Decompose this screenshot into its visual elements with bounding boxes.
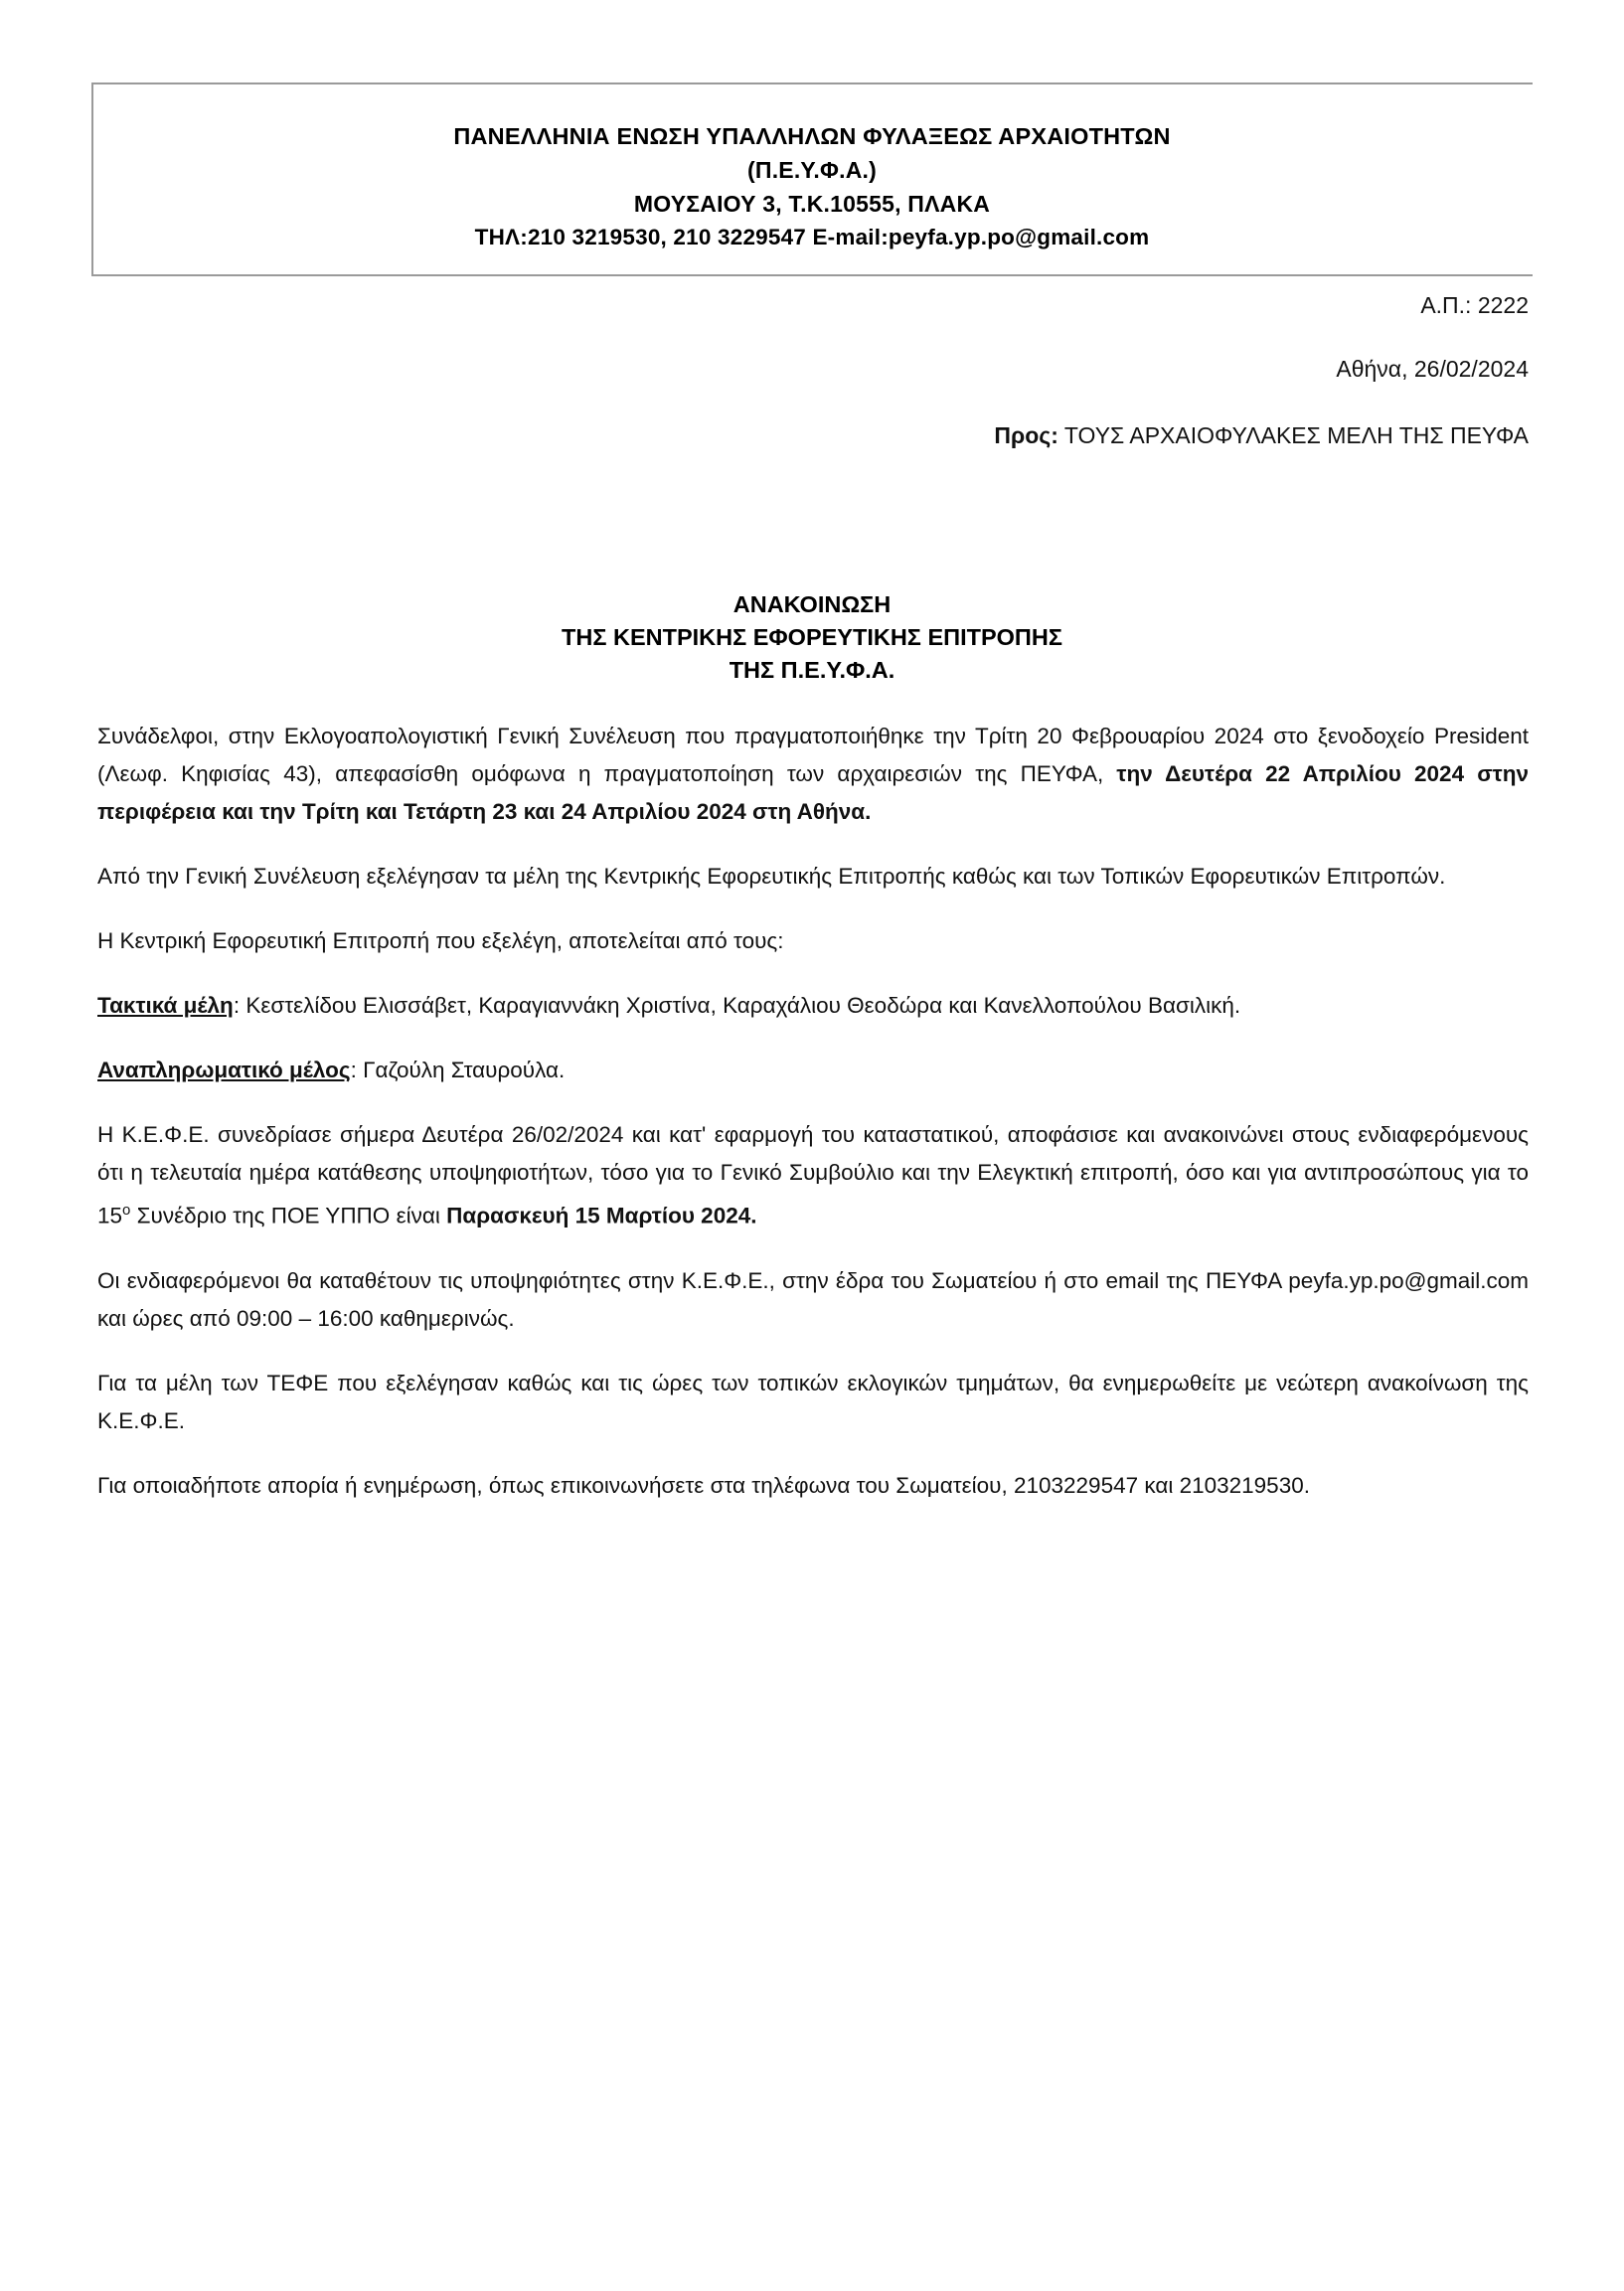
substitute-member-value: : Γαζούλη Σταυρούλα. [350, 1058, 566, 1082]
paragraph-2: Από την Γενική Συνέλευση εξελέγησαν τα μέλη της Κεντρικής Εφορευτικής Επιτροπής καθώς και των Τοπικών Εφορευτικών Επιτροπών. [97, 864, 1446, 889]
regular-members-label: Τακτικά μέλη [97, 993, 234, 1018]
title-line-2: ΤΗΣ ΚΕΝΤΡΙΚΗΣ ΕΦΟΡΕΥΤΙΚΗΣ ΕΠΙΤΡΟΠΗΣ [562, 624, 1062, 650]
recipient-label: Προς: [994, 422, 1058, 448]
signature-block [0, 1690, 1624, 2226]
paragraph-1-text: Συνάδελφοι, στην Εκλογοαπολογιστική Γενική Συνέλευση που πραγματοποιήθηκε την Τρίτη 20 Φεβρουαρίου 2024 στο ξενοδοχείο President (Λεωφ. Κηφισίας 43), απεφασίσθη ομόφωνα η πραγματοποίηση των αρχαιρεσιών της ΠΕΥΦΑ, [97, 724, 1529, 786]
title-line-3: ΤΗΣ Π.Ε.Υ.Φ.Α. [729, 657, 895, 683]
paragraph-submission: Οι ενδιαφερόμενοι θα καταθέτουν τις υποψηφιότητες στην Κ.Ε.Φ.Ε., στην έδρα του Σωματείου ή στο email της ΠΕΥΦΑ peyfa.yp.po@gmail.com και ώρες από 09:00 – 16:00 καθημερινώς. [97, 1267, 1529, 1331]
recipient-value: ΤΟΥΣ ΑΡΧΑΙΟΦΥΛΑΚΕΣ ΜΕΛΗ ΤΗΣ ΠΕΥΦΑ [1063, 422, 1529, 448]
paragraph-contact: Για οποιαδήποτε απορία ή ενημέρωση, όπως επικοινωνήσετε στα τηλέφωνα του Σωματείου, 2103229547 και 2103219530. [97, 1472, 1310, 1498]
recipient [994, 422, 1529, 449]
deadline-date: Παρασκευή 15 Μαρτίου 2024. [446, 1203, 757, 1228]
paragraph-3: Η Κεντρική Εφορευτική Επιτροπή που εξελέγη, αποτελείται από τους: [97, 928, 784, 953]
title-line-1: ΑΝΑΚΟΙΝΩΣΗ [732, 591, 892, 617]
deadline-text-b: Συνέδριο της ΠΟΕ ΥΠΠΟ είναι [130, 1203, 447, 1228]
document-title [91, 588, 1533, 687]
paragraph-substitute-member [97, 1052, 1529, 1089]
substitute-member-label: Αναπληρωματικό μέλος [97, 1058, 351, 1082]
reference-number: Α.Π.: 2222 [1420, 292, 1529, 318]
deadline-text-a: Η Κ.Ε.Φ.Ε. συνεδρίασε σήμερα Δευτέρα 26/02/2024 και κατ' εφαρμογή του καταστατικού, αποφάσισε και ανακοινώνει στους ενδιαφερόμενους ότι η τελευταία ημέρα κατάθεσης υποψηφιοτήτων, τόσο για το Γενικό Συμβούλιο και την Ελεγκτική επιτροπή, όσο και για αντιπροσώπους για το 15 [97, 1122, 1529, 1228]
organization-name: ΠΑΝΕΛΛΗΝΙΑ ΕΝΩΣΗ ΥΠΑΛΛΗΛΩΝ ΦΥΛΑΞΕΩΣ ΑΡΧΑΙΟΤΗΤΩΝ [453, 123, 1171, 149]
organization-contact: ΤΗΛ:210 3219530, 210 3229547 E-mail:peyfa.yp.po@gmail.com [474, 225, 1150, 249]
document-body [97, 718, 1529, 1505]
ordinal-superscript: ο [122, 1202, 131, 1219]
paragraph-1 [97, 718, 1529, 831]
organization-acronym: (Π.Ε.Υ.Φ.Α.) [747, 157, 877, 183]
paragraph-local-committees: Για τα μέλη των ΤΕΦΕ που εξελέγησαν καθώς και τις ώρες των τοπικών εκλογικών τμημάτων, θα ενημερωθείτε με νεώτερη ανακοίνωση της Κ.Ε.Φ.Ε. [97, 1370, 1529, 1433]
organization-address: ΜΟΥΣΑΙΟΥ 3, Τ.Κ.10555, ΠΛΑΚΑ [633, 191, 991, 217]
paragraph-1-bold: την Δευτέρα 22 Απριλίου 2024 στην περιφέρεια και την Τρίτη και Τετάρτη 23 και 24 Απριλίου 2024 στη Αθήνα. [97, 761, 1529, 824]
paragraph-regular-members [97, 987, 1529, 1025]
document-date: Αθήνα, 26/02/2024 [1336, 356, 1529, 382]
paragraph-deadline [97, 1116, 1529, 1235]
regular-members-value: : Κεστελίδου Ελισσάβετ, Καραγιαννάκη Χριστίνα, Καραχάλιου Θεοδώρα και Κανελλοπούλου Βασιλική. [233, 993, 1241, 1018]
letterhead [91, 119, 1533, 254]
